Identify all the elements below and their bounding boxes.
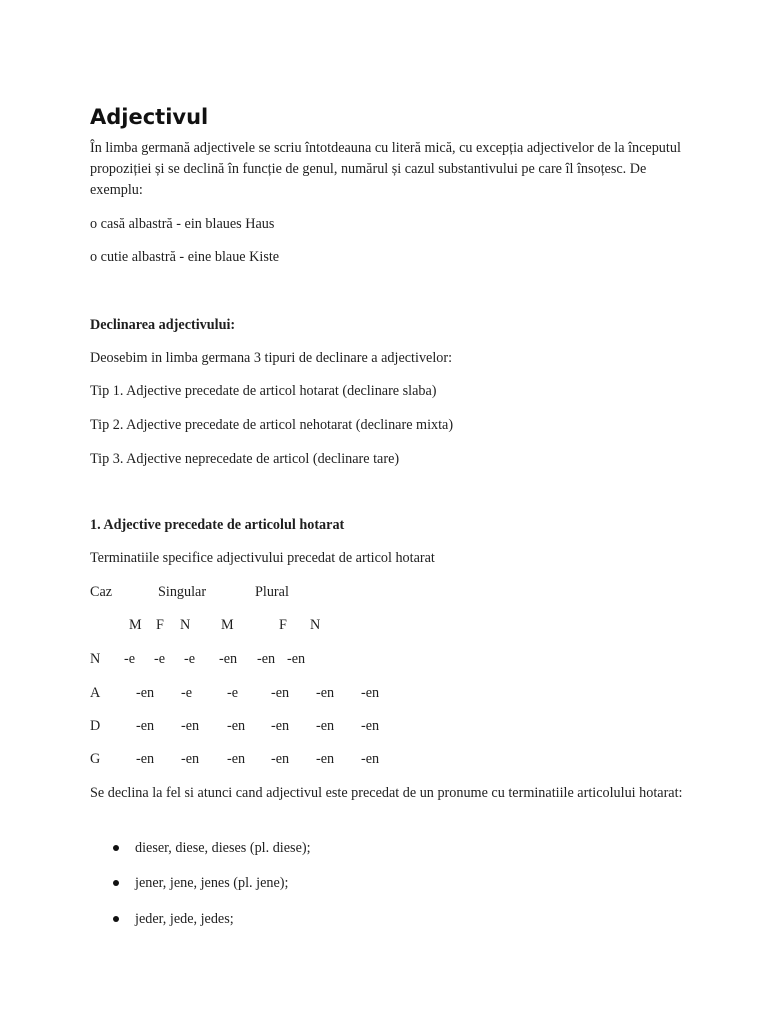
ending-cell: -en (227, 751, 246, 767)
gender-label: F (156, 617, 164, 633)
ending-cell: -en (316, 751, 335, 767)
ending-cell: -e (154, 651, 166, 667)
ending-cell: -en (271, 685, 290, 701)
subsection-heading: 1. Adjective precedate de articolul hotarat (90, 517, 345, 533)
ending-cell: -en (136, 685, 155, 701)
list-item: jener, jene, jenes (pl. jene); (135, 875, 289, 891)
gender-label: M (129, 617, 142, 633)
ending-cell: -en (287, 651, 306, 667)
section-heading: Declinarea adjectivului: (90, 317, 236, 333)
ending-cell: -en (361, 685, 380, 701)
ending-cell: -en (181, 751, 200, 767)
gender-label: M (221, 617, 234, 633)
gender-label: N (310, 617, 321, 633)
ending-cell: -en (181, 718, 200, 734)
terminations-intro: Terminatiile specifice adjectivului precedat de articol hotarat (90, 550, 435, 566)
page-title: Adjectivul (90, 105, 209, 129)
type-line: Tip 3. Adjective neprecedate de articol (declinare tare) (90, 451, 400, 467)
pronoun-note: Se declina la fel si atunci cand adjectivul este precedat de un pronume cu terminatiile articolului hotarat: (90, 785, 683, 801)
ending-cell: -en (316, 718, 335, 734)
bullet-icon (113, 916, 119, 922)
ending-cell: -e (184, 651, 196, 667)
ending-cell: -e (227, 685, 239, 701)
ending-cell: -en (316, 685, 335, 701)
ending-cell: -e (181, 685, 193, 701)
ending-cell: -en (361, 718, 380, 734)
bullet-icon (113, 880, 119, 886)
ending-cell: -en (271, 751, 290, 767)
ending-cell: -en (271, 718, 290, 734)
table-header-plural: Plural (255, 584, 289, 600)
case-label: A (90, 685, 101, 701)
bullet-icon (113, 845, 119, 851)
table-header-case: Caz (90, 584, 113, 600)
ending-cell: -en (219, 651, 238, 667)
list-item: jeder, jede, jedes; (135, 911, 234, 927)
case-label: G (90, 751, 101, 767)
list-item: dieser, diese, dieses (pl. diese); (135, 840, 311, 856)
intro-paragraph: În limba germană adjectivele se scriu întotdeauna cu literă mică, cu excepția adjectivelor de la începutul propoziției și se declină în funcție de genul, numărul și cazul substantivului pe care îl însoțesc. De exemplu: (90, 140, 681, 198)
type-line: Tip 2. Adjective precedate de articol nehotarat (declinare mixta) (90, 417, 454, 433)
gender-label: F (279, 617, 287, 633)
example-line: o casă albastră - ein blaues Haus (90, 216, 275, 232)
ending-cell: -en (136, 751, 155, 767)
type-line: Tip 1. Adjective precedate de articol hotarat (declinare slaba) (90, 383, 437, 399)
ending-cell: -e (124, 651, 136, 667)
ending-cell: -en (227, 718, 246, 734)
example-line: o cutie albastră - eine blaue Kiste (90, 249, 280, 265)
ending-cell: -en (257, 651, 276, 667)
ending-cell: -en (361, 751, 380, 767)
gender-label: N (180, 617, 191, 633)
case-label: D (90, 718, 101, 734)
types-intro: Deosebim in limba germana 3 tipuri de declinare a adjectivelor: (90, 350, 453, 366)
table-header-singular: Singular (158, 584, 207, 600)
ending-cell: -en (136, 718, 155, 734)
case-label: N (90, 651, 101, 667)
